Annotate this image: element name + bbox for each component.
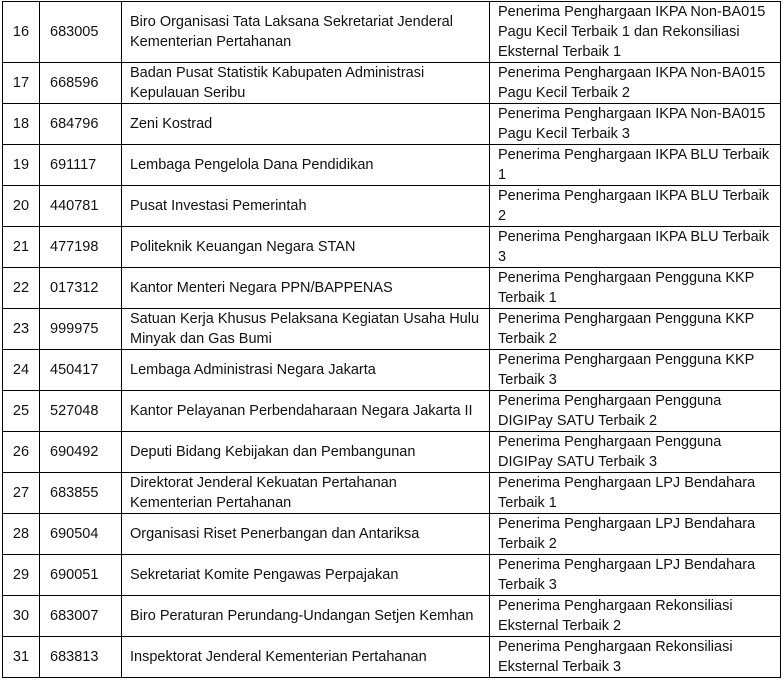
award-description: Penerima Penghargaan Pengguna DIGIPay SATU Terbaik 3 [490, 432, 781, 473]
row-number: 19 [3, 145, 40, 186]
award-description: Penerima Penghargaan LPJ Bendahara Terbaik 2 [490, 514, 781, 555]
row-number: 21 [3, 227, 40, 268]
row-number: 31 [3, 637, 40, 678]
table-row [3, 596, 781, 637]
unit-code: 683813 [40, 637, 122, 678]
table-row [3, 391, 781, 432]
row-number: 26 [3, 432, 40, 473]
unit-name: Satuan Kerja Khusus Pelaksana Kegiatan Usaha Hulu Minyak dan Gas Bumi [122, 309, 490, 350]
unit-code: 477198 [40, 227, 122, 268]
row-number: 28 [3, 514, 40, 555]
row-number: 29 [3, 555, 40, 596]
awards-table [2, 1, 781, 678]
award-description: Penerima Penghargaan LPJ Bendahara Terbaik 1 [490, 473, 781, 514]
table-row [3, 268, 781, 309]
table-row [3, 473, 781, 514]
unit-name: Biro Peraturan Perundang-Undangan Setjen Kemhan [122, 596, 490, 637]
award-description: Penerima Penghargaan LPJ Bendahara Terbaik 3 [490, 555, 781, 596]
unit-code: 683855 [40, 473, 122, 514]
award-description: Penerima Penghargaan Rekonsiliasi Eksternal Terbaik 3 [490, 637, 781, 678]
unit-code: 527048 [40, 391, 122, 432]
table-row [3, 63, 781, 104]
unit-name: Biro Organisasi Tata Laksana Sekretariat Jenderal Kementerian Pertahanan [122, 2, 490, 63]
unit-code: 668596 [40, 63, 122, 104]
award-description: Penerima Penghargaan IKPA BLU Terbaik 3 [490, 227, 781, 268]
row-number: 22 [3, 268, 40, 309]
unit-code: 690504 [40, 514, 122, 555]
award-description: Penerima Penghargaan Pengguna KKP Terbaik 2 [490, 309, 781, 350]
award-description: Penerima Penghargaan IKPA Non-BA015 Pagu Kecil Terbaik 2 [490, 63, 781, 104]
unit-name: Organisasi Riset Penerbangan dan Antariksa [122, 514, 490, 555]
table-row [3, 227, 781, 268]
row-number: 23 [3, 309, 40, 350]
unit-code: 690051 [40, 555, 122, 596]
award-description: Penerima Penghargaan Rekonsiliasi Eksternal Terbaik 2 [490, 596, 781, 637]
unit-code: 450417 [40, 350, 122, 391]
unit-code: 691117 [40, 145, 122, 186]
unit-name: Kantor Pelayanan Perbendaharaan Negara Jakarta II [122, 391, 490, 432]
unit-name: Kantor Menteri Negara PPN/BAPPENAS [122, 268, 490, 309]
unit-name: Direktorat Jenderal Kekuatan Pertahanan Kementerian Pertahanan [122, 473, 490, 514]
award-description: Penerima Penghargaan Pengguna DIGIPay SATU Terbaik 2 [490, 391, 781, 432]
unit-name: Pusat Investasi Pemerintah [122, 186, 490, 227]
unit-name: Badan Pusat Statistik Kabupaten Administrasi Kepulauan Seribu [122, 63, 490, 104]
award-description: Penerima Penghargaan Pengguna KKP Terbaik 1 [490, 268, 781, 309]
unit-code: 683007 [40, 596, 122, 637]
award-description: Penerima Penghargaan IKPA BLU Terbaik 2 [490, 186, 781, 227]
unit-name: Deputi Bidang Kebijakan dan Pembangunan [122, 432, 490, 473]
row-number: 20 [3, 186, 40, 227]
row-number: 18 [3, 104, 40, 145]
unit-code: 440781 [40, 186, 122, 227]
table-row [3, 309, 781, 350]
unit-code: 690492 [40, 432, 122, 473]
table-row [3, 2, 781, 63]
unit-code: 017312 [40, 268, 122, 309]
table-row [3, 555, 781, 596]
unit-code: 683005 [40, 2, 122, 63]
row-number: 24 [3, 350, 40, 391]
unit-code: 684796 [40, 104, 122, 145]
award-description: Penerima Penghargaan IKPA Non-BA015 Pagu Kecil Terbaik 1 dan Rekonsiliasi Eksternal Terbaik 1 [490, 2, 781, 63]
unit-name: Lembaga Pengelola Dana Pendidikan [122, 145, 490, 186]
award-description: Penerima Penghargaan Pengguna KKP Terbaik 3 [490, 350, 781, 391]
row-number: 27 [3, 473, 40, 514]
table-row [3, 432, 781, 473]
table-row [3, 514, 781, 555]
unit-name: Lembaga Administrasi Negara Jakarta [122, 350, 490, 391]
unit-name: Sekretariat Komite Pengawas Perpajakan [122, 555, 490, 596]
row-number: 25 [3, 391, 40, 432]
unit-code: 999975 [40, 309, 122, 350]
award-description: Penerima Penghargaan IKPA BLU Terbaik 1 [490, 145, 781, 186]
unit-name: Inspektorat Jenderal Kementerian Pertahanan [122, 637, 490, 678]
table-row [3, 145, 781, 186]
row-number: 30 [3, 596, 40, 637]
row-number: 17 [3, 63, 40, 104]
award-description: Penerima Penghargaan IKPA Non-BA015 Pagu Kecil Terbaik 3 [490, 104, 781, 145]
table-row [3, 637, 781, 678]
table-row [3, 350, 781, 391]
unit-name: Politeknik Keuangan Negara STAN [122, 227, 490, 268]
unit-name: Zeni Kostrad [122, 104, 490, 145]
row-number: 16 [3, 2, 40, 63]
table-row [3, 186, 781, 227]
table-row [3, 104, 781, 145]
